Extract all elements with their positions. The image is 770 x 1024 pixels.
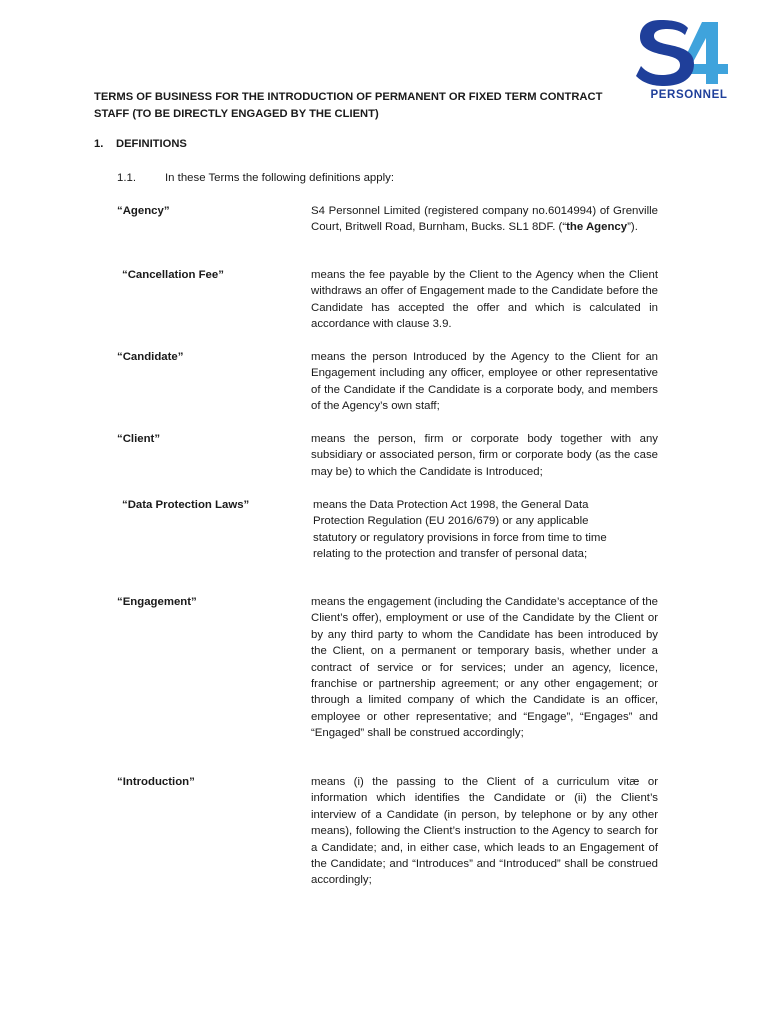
definition-term: “Introduction”	[117, 776, 195, 788]
definition-meaning-text-end: ”).	[627, 221, 638, 234]
section-title: DEFINITIONS	[116, 138, 187, 150]
definition-meaning: means the Data Protection Act 1998, the General Data Protection Regulation (EU 2016/679) or any applicable statutory or regulatory provisions in force from time to time relating to the protection and transfer of personal data;	[313, 499, 607, 561]
definition-term: “Candidate”	[117, 351, 184, 363]
clause-text: In these Terms the following definitions apply:	[165, 172, 394, 184]
logo-wordmark: PERSONNEL	[650, 89, 728, 101]
definition-term: “Agency”	[117, 205, 170, 217]
definition-term: “Client”	[117, 433, 161, 445]
definition-meaning: means (i) the passing to the Client of a curriculum vitæ or information which identifies the Candidate or (ii) the Client’s interview of a Candidate (in person, by telephone or by any other means), following the Client’s instruction to the Agency to search for a Candidate; and, in either case, which leads to an Engagement of the Candidate; and “Introduces” and “Introduced” shall be construed accordingly;	[311, 776, 658, 887]
logo-s-shape	[636, 20, 694, 86]
document-title: TERMS OF BUSINESS FOR THE INTRODUCTION OF PERMANENT OR FIXED TERM CONTRACT STAFF (TO BE DIRECTLY ENGAGED BY THE CLIENT)	[94, 91, 603, 120]
definition-term: “Cancellation Fee”	[122, 269, 224, 281]
clause-number: 1.1.	[117, 172, 136, 184]
definition-meaning: means the person, firm or corporate body together with any subsidiary or associated person, firm or corporate body (as the case may be) to which the Candidate is Introduced;	[311, 433, 658, 478]
section-number: 1.	[94, 138, 104, 150]
section-heading	[94, 138, 187, 150]
s4-personnel-logo	[636, 18, 742, 102]
definition-term: “Data Protection Laws”	[122, 499, 250, 511]
definition-meaning-text: S4 Personnel Limited (registered company no.6014994) of Grenville Court, Britwell Road, Burnham, Bucks. SL1 8DF. (“	[311, 205, 658, 234]
clause-1-1	[117, 172, 394, 184]
definition-meaning-bold: the Agency	[566, 221, 628, 234]
definition-meaning	[311, 203, 658, 236]
definition-meaning: means the engagement (including the Candidate’s acceptance of the Client’s offer), employment or use of the Candidate by the Client or by any third party to whom the Candidate has been introduced by the Client, on a permanent or temporary basis, whether under a contract of service or for services; under an agency, licence, franchise or partnership agreement; or any other engagement; or through a limited company of which the Candidate is an officer, employee or other representative; and “Engage”, “Engages” and “Engaged” shall be construed accordingly;	[311, 596, 658, 740]
definition-term: “Engagement”	[117, 596, 197, 608]
definition-meaning: means the fee payable by the Client to the Agency when the Client withdraws an offer of Engagement made to the Candidate before the Candidate has accepted the offer and which is calculated in accordance with clause 3.9.	[311, 269, 658, 331]
definition-meaning: means the person Introduced by the Agency to the Client for an Engagement including any officer, employee or other representative of the Candidate if the Candidate is a corporate body, and members of the Agency’s own staff;	[311, 351, 658, 413]
